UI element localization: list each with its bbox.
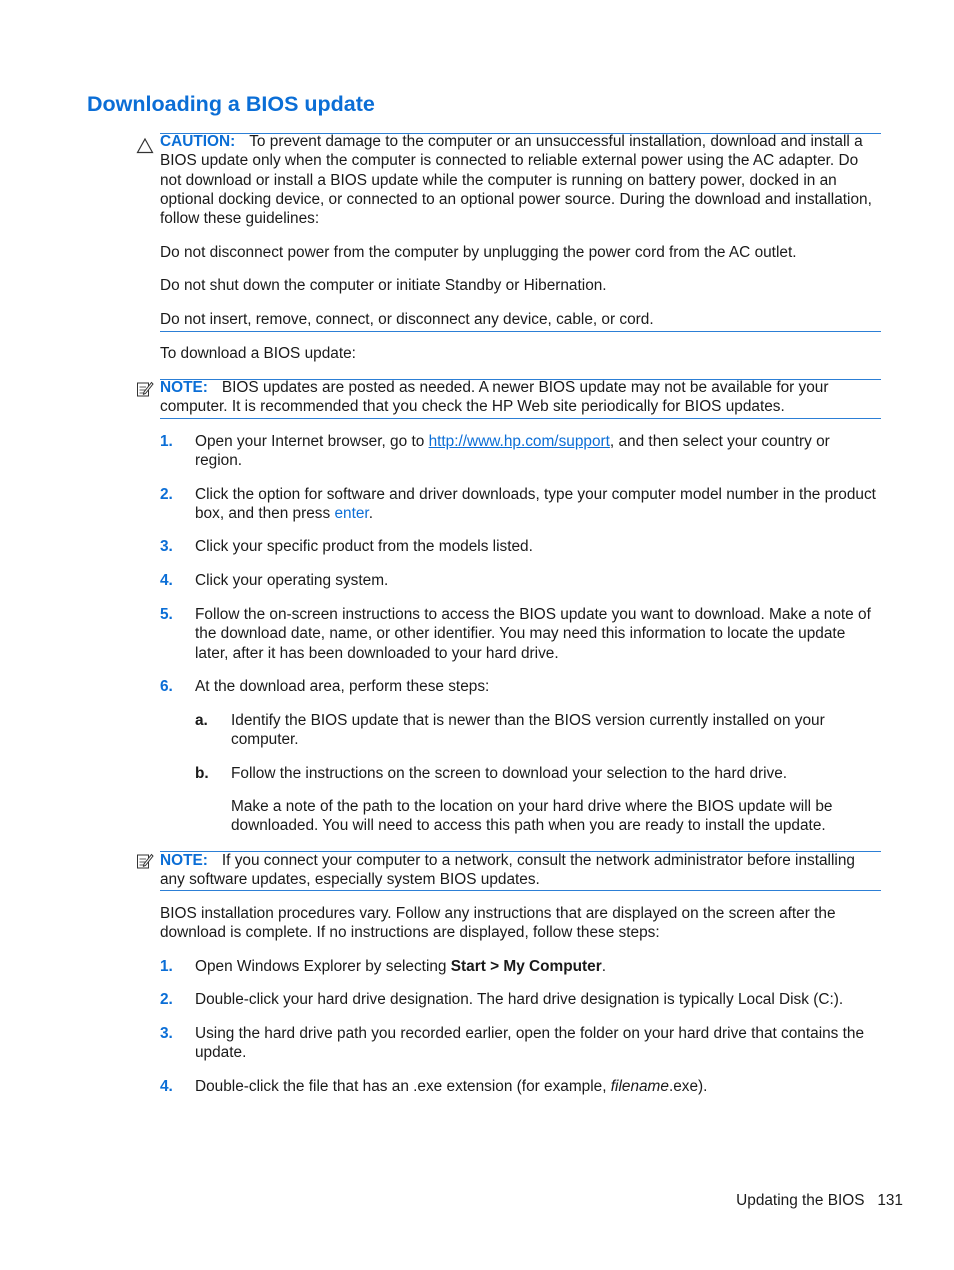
note-label: NOTE: xyxy=(160,852,208,869)
step-text: Double-click the file that has an .exe extension (for example, filename.exe). xyxy=(195,1078,708,1095)
note-text: BIOS updates are posted as needed. A newer BIOS update may not be available for your computer. It is recommended that you check the HP Web site periodically for BIOS updates. xyxy=(160,379,829,416)
step-number: 1. xyxy=(160,433,173,450)
note-pencil-icon xyxy=(136,852,154,870)
step-text: Click the option for software and driver downloads, type your computer model number in the product box, and then press enter. xyxy=(195,486,876,523)
note-paragraph xyxy=(160,851,882,890)
note-text: If you connect your computer to a network, consult the network administrator before installing any software updates, especially system BIOS updates. xyxy=(160,852,855,889)
guideline-item: Do not shut down the computer or initiate Standby or Hibernation. xyxy=(160,277,607,294)
page-footer xyxy=(736,1191,903,1210)
step-number: 2. xyxy=(160,486,173,503)
substep-note: Make a note of the path to the location on your hard drive where the BIOS update will be downloaded. You will need to access this path when you are ready to install the update. xyxy=(231,798,833,835)
step-text: Click your operating system. xyxy=(195,572,389,589)
caution-paragraph xyxy=(160,132,882,228)
hp-support-link[interactable]: http://www.hp.com/support xyxy=(428,433,610,450)
step-number: 4. xyxy=(160,572,173,589)
step-text: Open Windows Explorer by selecting Start > My Computer. xyxy=(195,958,607,975)
step-text: At the download area, perform these steps: xyxy=(195,678,490,695)
substep-text: Identify the BIOS update that is newer than the BIOS version currently installed on your computer. xyxy=(231,712,825,749)
step-number: 4. xyxy=(160,1078,173,1095)
note-bottom-rule xyxy=(160,890,881,891)
caution-bottom-rule xyxy=(160,331,881,332)
enter-key: enter xyxy=(334,505,369,523)
step-number: 2. xyxy=(160,991,173,1008)
substep-letter: a. xyxy=(195,712,208,729)
note-pencil-icon xyxy=(136,380,154,398)
step-number: 6. xyxy=(160,678,173,695)
step-text: Double-click your hard drive designation. The hard drive designation is typically Local Disk (C:). xyxy=(195,991,844,1008)
note-label: NOTE: xyxy=(160,379,208,396)
caution-text: To prevent damage to the computer or an unsuccessful installation, download and install a BIOS update only when the computer is connected to reliable external power using the AC adapter. Do not download or install a BIOS update while the computer is running on battery power, docked in an optional docking device, or connected to an optional power source. During the download and installation, follow these guidelines: xyxy=(160,133,872,228)
caution-label: CAUTION: xyxy=(160,133,236,150)
install-intro: BIOS installation procedures vary. Follow any instructions that are displayed on the screen after the download is complete. If no instructions are displayed, follow these steps: xyxy=(160,905,836,942)
step-number: 3. xyxy=(160,1025,173,1042)
note-paragraph xyxy=(160,378,882,417)
menu-path: Start > My Computer xyxy=(450,958,602,975)
guideline-item: Do not disconnect power from the computer by unplugging the power cord from the AC outlet. xyxy=(160,244,797,261)
step-text: Using the hard drive path you recorded earlier, open the folder on your hard drive that contains the update. xyxy=(195,1025,865,1062)
substep-text: Follow the instructions on the screen to download your selection to the hard drive. xyxy=(231,765,788,782)
step-number: 3. xyxy=(160,538,173,555)
note-bottom-rule xyxy=(160,418,881,419)
page-title: Downloading a BIOS update xyxy=(87,92,375,116)
footer-section-title: Updating the BIOS xyxy=(736,1192,865,1209)
step-text: Open your Internet browser, go to http://www.hp.com/support, and then select your country or region. xyxy=(195,433,830,470)
step-text: Click your specific product from the models listed. xyxy=(195,538,533,555)
filename-italic: filename xyxy=(610,1078,669,1095)
page-number: 131 xyxy=(877,1192,903,1209)
intro-text: To download a BIOS update: xyxy=(160,345,356,362)
caution-triangle-icon xyxy=(136,137,154,155)
guideline-item: Do not insert, remove, connect, or disconnect any device, cable, or cord. xyxy=(160,311,654,328)
step-number: 1. xyxy=(160,958,173,975)
step-text: Follow the on-screen instructions to access the BIOS update you want to download. Make a note of the download date, name, or other identifier. You may need this information to locate the update later, after it has been downloaded to your hard drive. xyxy=(195,606,871,662)
substep-letter: b. xyxy=(195,765,209,782)
step-number: 5. xyxy=(160,606,173,623)
